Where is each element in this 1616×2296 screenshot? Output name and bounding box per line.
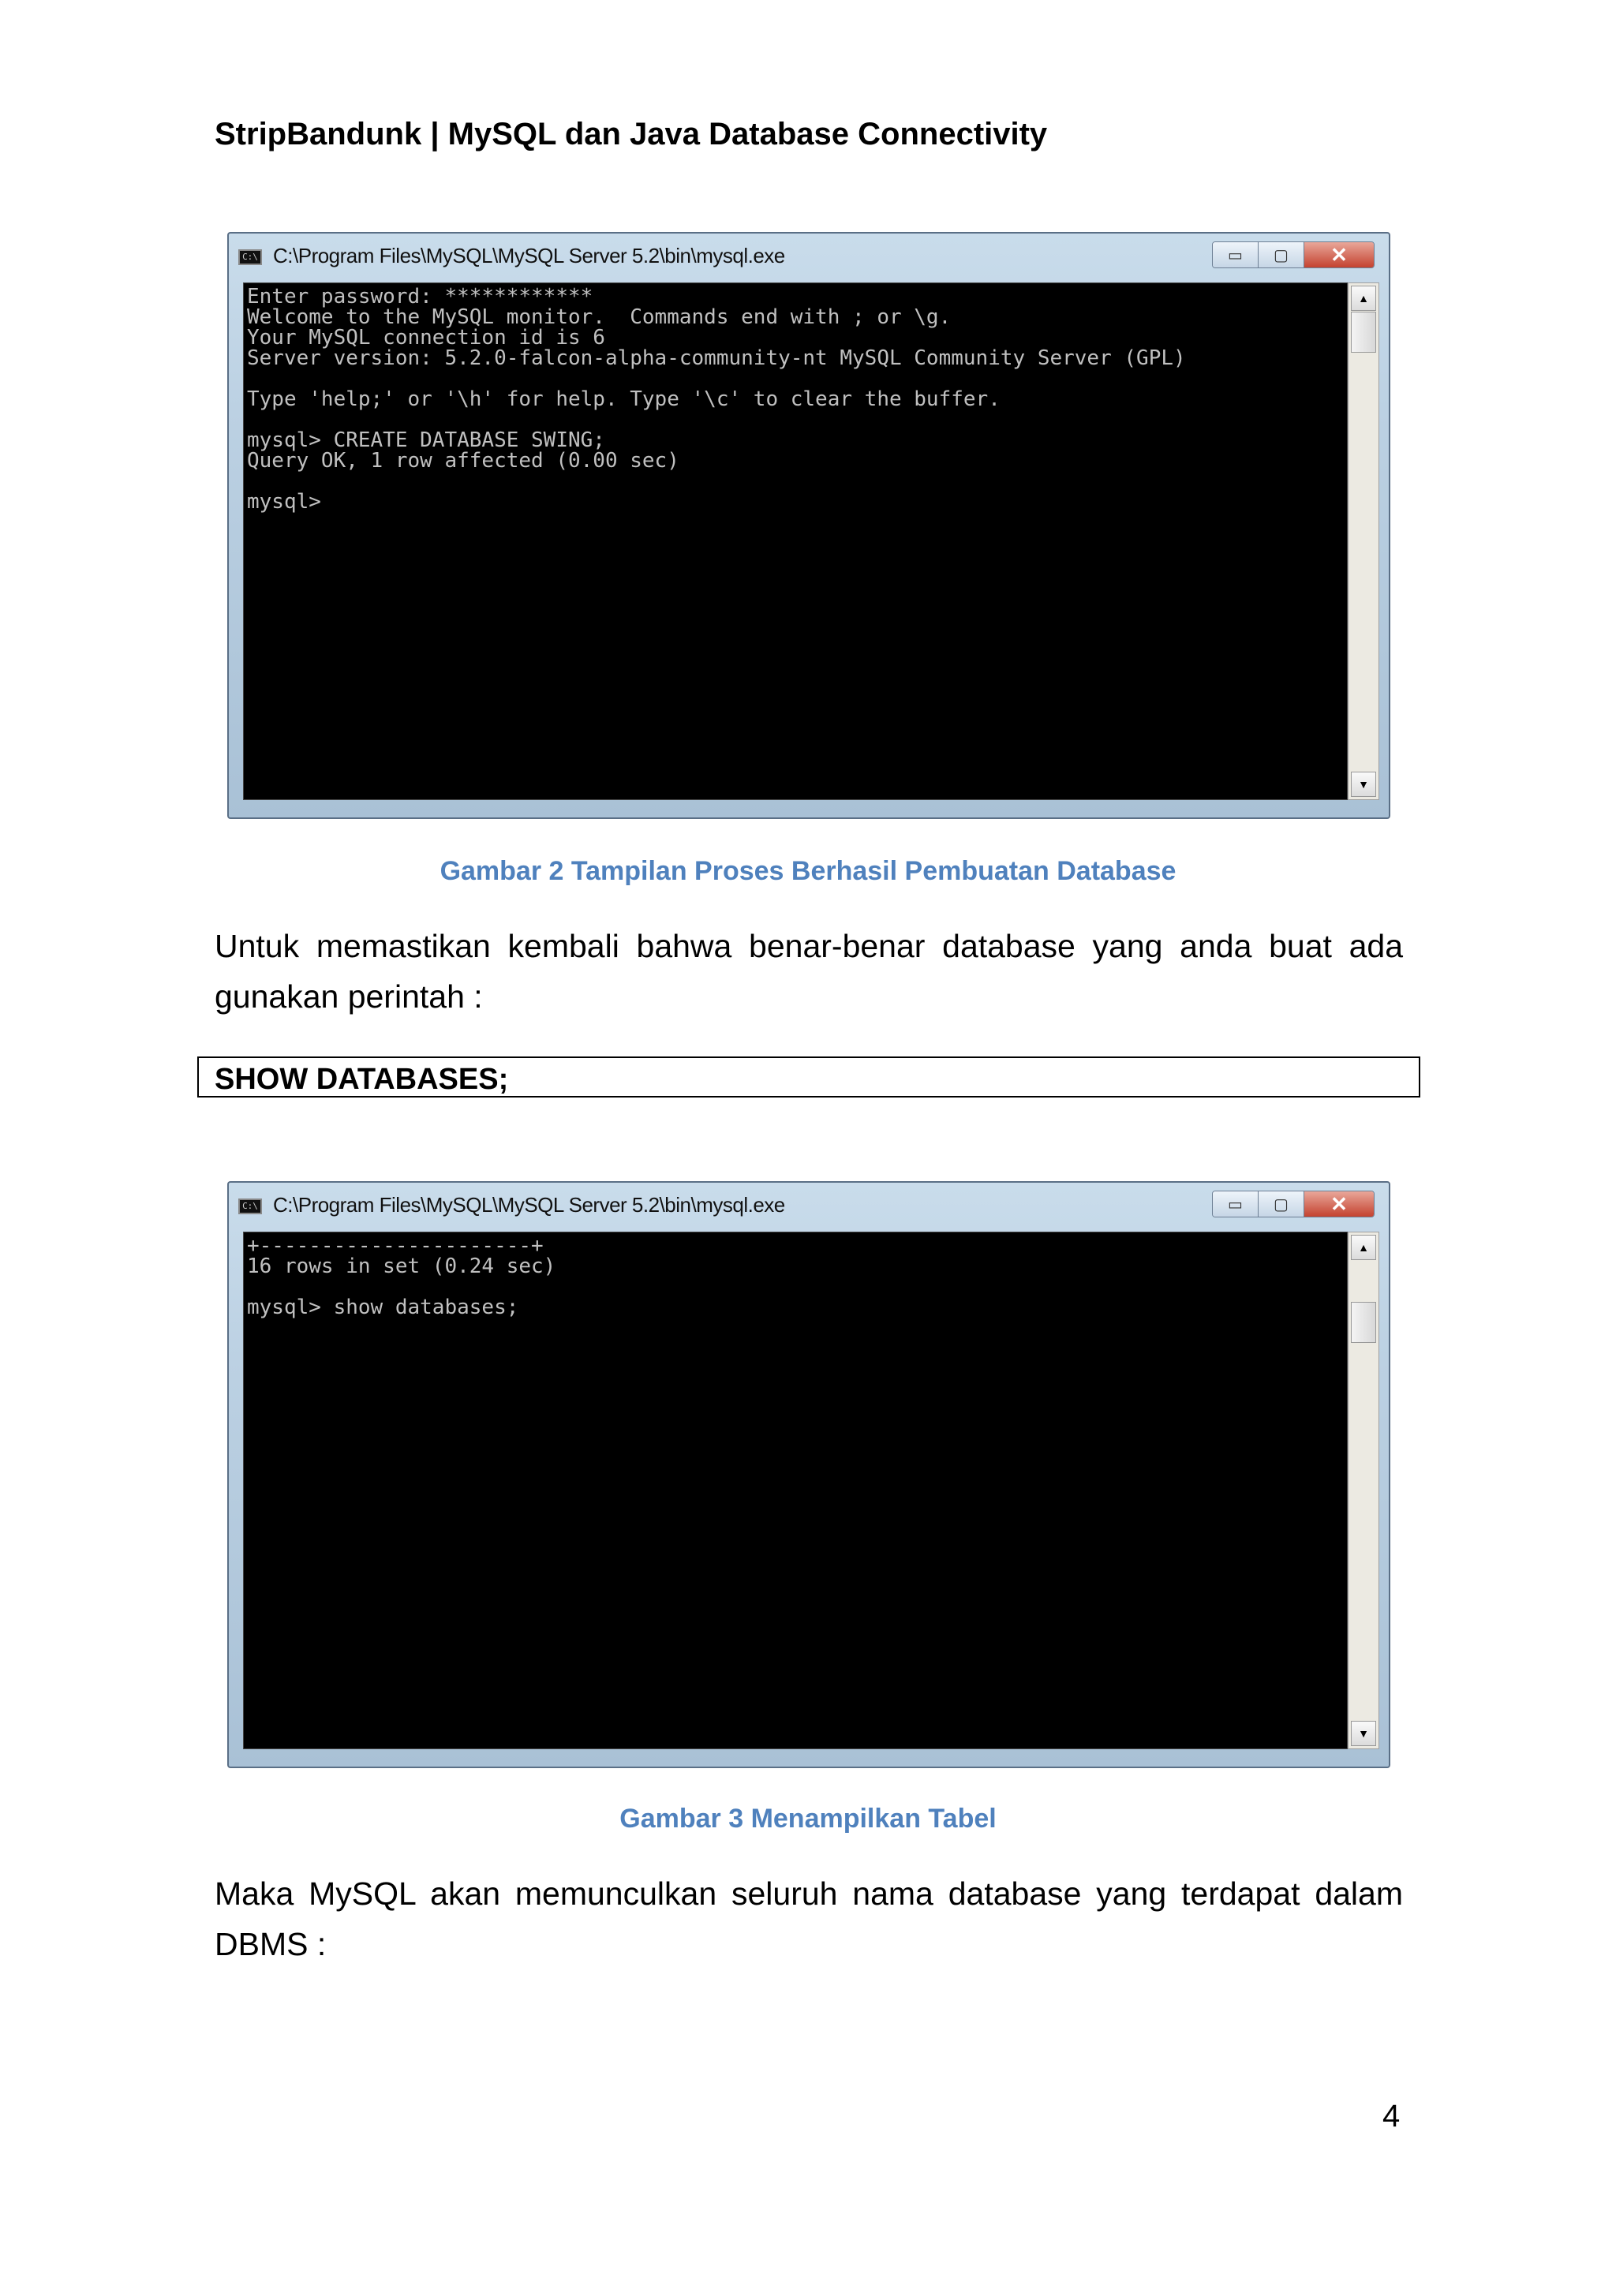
console-app-icon: C:\	[238, 249, 262, 265]
window-title: C:\Program Files\MySQL\MySQL Server 5.2\bin\mysql.exe	[273, 244, 785, 267]
code-box	[197, 1056, 1420, 1098]
window-title: C:\Program Files\MySQL\MySQL Server 5.2\bin\mysql.exe	[273, 1193, 785, 1217]
console-window-show-databases	[227, 1181, 1390, 1768]
window-titlebar[interactable]	[237, 238, 1381, 275]
minimize-button[interactable]: ▭	[1213, 1191, 1259, 1217]
scrollbar-thumb[interactable]	[1351, 1302, 1376, 1343]
maximize-button[interactable]: ▢	[1259, 1191, 1304, 1217]
scroll-down-arrow-icon[interactable]: ▼	[1351, 772, 1376, 797]
maximize-button[interactable]: ▢	[1259, 242, 1304, 267]
scroll-down-arrow-icon[interactable]: ▼	[1351, 1721, 1376, 1746]
console-text: +----------------------+ 16 rows in set (0.24 sec) mysql> show databases;	[247, 1234, 556, 1319]
window-controls	[1212, 241, 1375, 268]
close-button[interactable]: ✕	[1304, 242, 1374, 267]
console-app-icon: C:\	[238, 1198, 262, 1214]
body-paragraph: Untuk memastikan kembali bahwa benar-benar database yang anda buat ada gunakan perintah :	[215, 928, 1403, 1015]
console-output-area[interactable]	[243, 282, 1348, 800]
console-output-area[interactable]	[243, 1232, 1348, 1749]
page-header: StripBandunk | MySQL dan Java Database Connectivity	[215, 117, 1048, 151]
console-text: Enter password: ************ Welcome to the MySQL monitor. Commands end with ; or \g. Your MySQL connection id is 6 Server version: 5.2.0-falcon-alpha-community-nt MySQL Community Server (GPL) Type 'help;' or '\h' for help. Type '\c' to clear the buffer. mysql> CREATE DATABASE SWING; Query OK, 1 row affected (0.00 sec) mysql>	[247, 285, 1186, 514]
close-button[interactable]: ✕	[1304, 1191, 1374, 1217]
window-titlebar[interactable]	[237, 1187, 1381, 1224]
scroll-up-arrow-icon[interactable]: ▲	[1351, 286, 1376, 311]
window-controls	[1212, 1191, 1375, 1217]
page-number: 4	[1382, 2099, 1401, 2133]
scrollbar-thumb[interactable]	[1351, 312, 1376, 353]
body-paragraph: Maka MySQL akan memunculkan seluruh nama database yang terdapat dalam DBMS :	[215, 1875, 1403, 1962]
console-window-create-database	[227, 232, 1390, 819]
scroll-up-arrow-icon[interactable]: ▲	[1351, 1235, 1376, 1260]
vertical-scrollbar[interactable]	[1348, 1232, 1379, 1749]
vertical-scrollbar[interactable]	[1348, 282, 1379, 800]
code-text: SHOW DATABASES;	[215, 1063, 509, 1096]
minimize-button[interactable]: ▭	[1213, 242, 1259, 267]
figure-caption: Gambar 2 Tampilan Proses Berhasil Pembuatan Database	[440, 856, 1176, 886]
figure-caption: Gambar 3 Menampilkan Tabel	[619, 1804, 997, 1834]
